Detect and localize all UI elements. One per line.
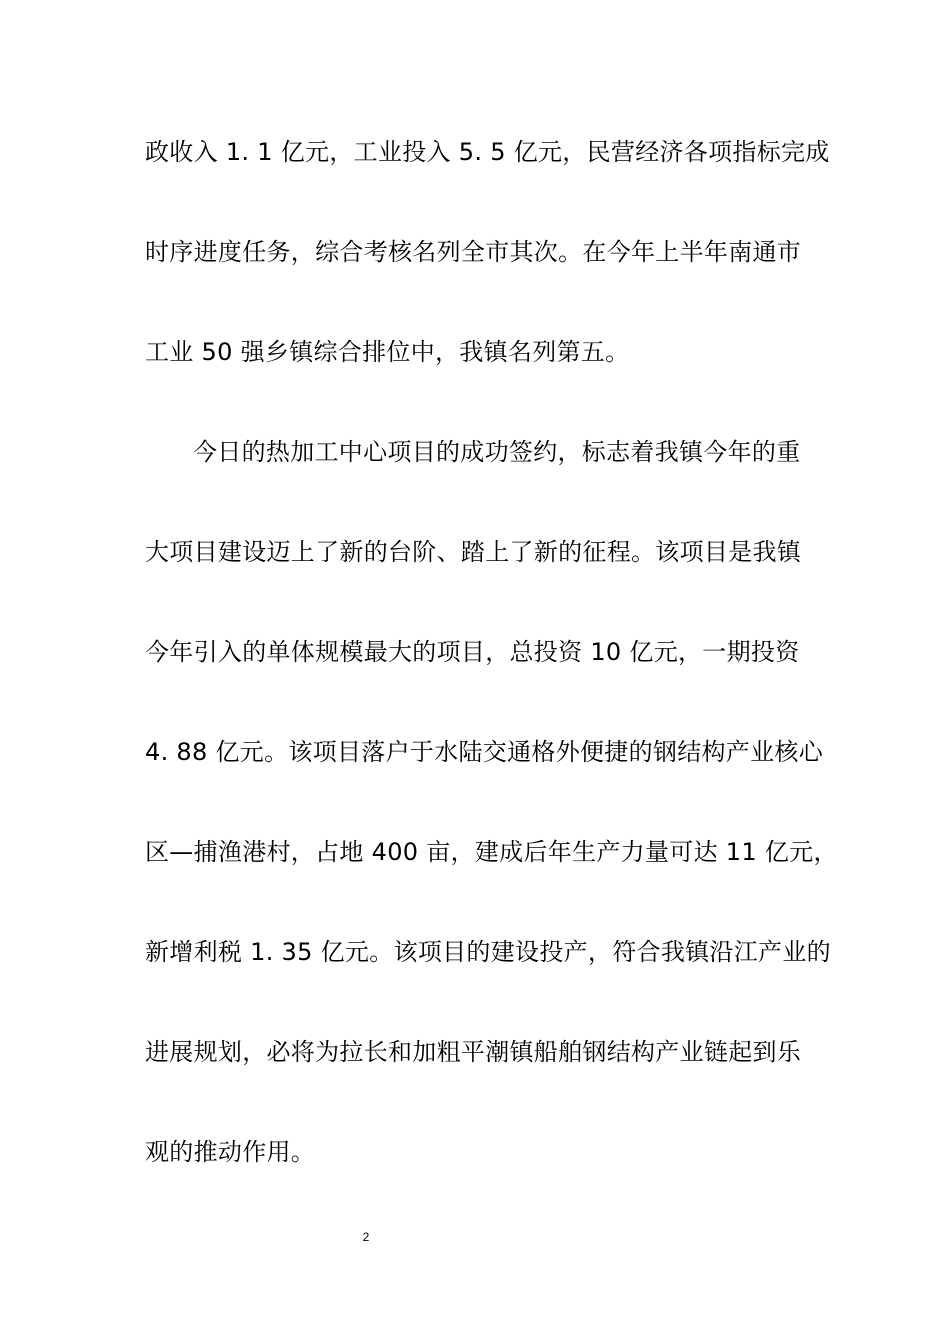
text-line: 大项目建设迈上了新的台阶、踏上了新的征程。该项目是我镇 — [145, 538, 802, 566]
text-line: 4. 88 亿元。该项目落户于水陆交通格外便捷的钢结构产业核心 — [145, 738, 823, 766]
text-line: 政收入 1. 1 亿元，工业投入 5. 5 亿元，民营经济各项指标完成 — [145, 138, 830, 166]
text-line: 工业 50 强乡镇综合排位中，我镇名列第五。 — [145, 338, 630, 366]
text-line: 时序进度任务，综合考核名列全市其次。在今年上半年南通市 — [145, 238, 802, 266]
paragraph-first-line: 今日的热加工中心项目的成功签约，标志着我镇今年的重 — [193, 438, 801, 466]
text-line: 新增利税 1. 35 亿元。该项目的建设投产，符合我镇沿江产业的 — [145, 938, 831, 966]
text-line: 今年引入的单体规模最大的项目，总投资 10 亿元，一期投资 — [145, 638, 800, 666]
text-line: 区—捕渔港村，占地 400 亩，建成后年生产力量可达 11 亿元， — [145, 838, 838, 866]
page-number: 2 — [362, 1230, 370, 1244]
text-line: 观的推动作用。 — [145, 1138, 316, 1166]
text-line: 进展规划，必将为拉长和加粗平潮镇船舶钢结构产业链起到乐 — [145, 1038, 802, 1066]
